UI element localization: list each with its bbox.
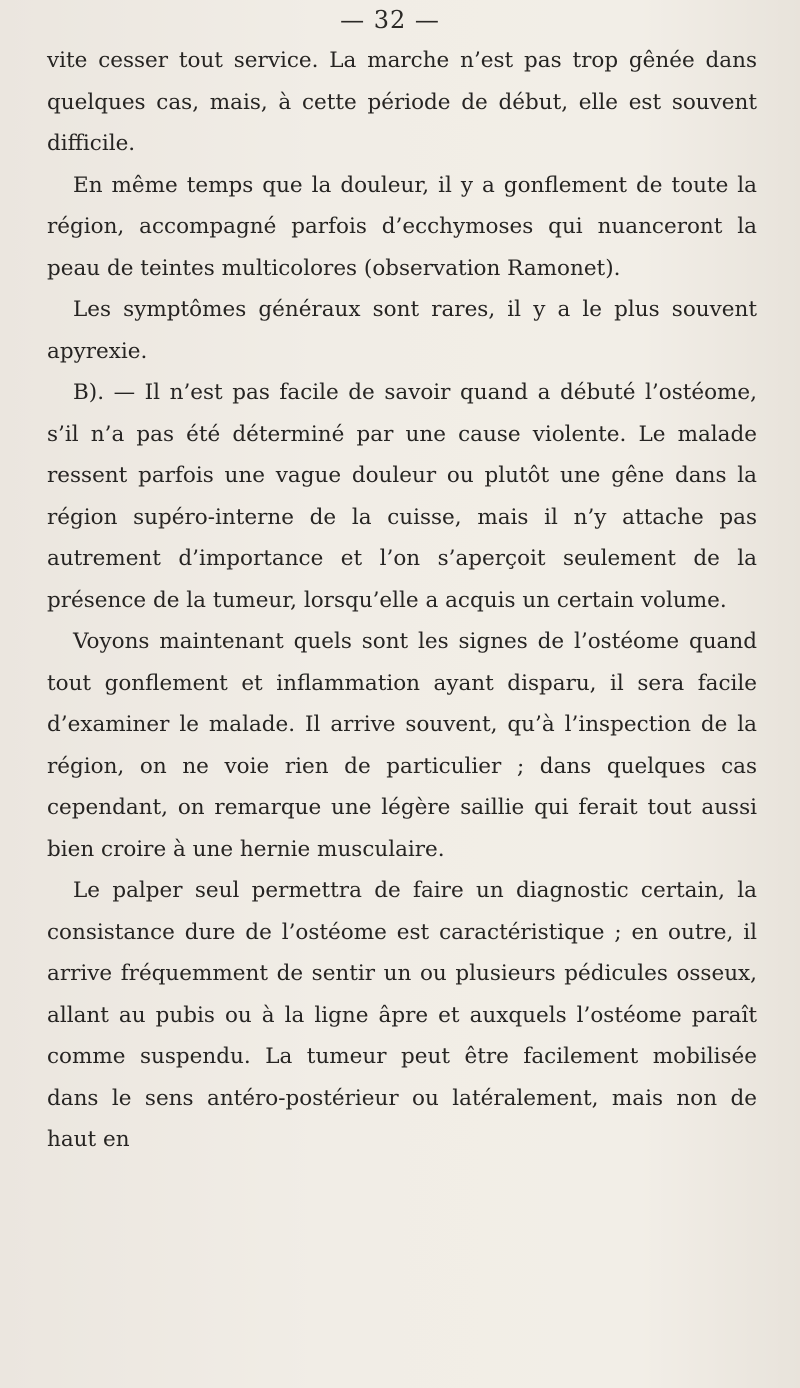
page-number: — 32 — xyxy=(340,6,440,34)
paragraph-3: Les symptômes généraux sont rares, il y a le plus souvent apyrexie. xyxy=(47,297,757,364)
paragraph-6: Le palper seul permettra de faire un diagnostic certain, la consistance dure de l’ostéome est caractéristique ; en outre, il arrive fréquemment de sentir un ou plusieurs pédicules osseux, allant au pubis ou à la ligne âpre et auxquels l’ostéome paraît comme suspendu. La tumeur peut être facilement mobilisée dans le sens antéro-postérieur ou latéralement, mais non de haut en xyxy=(47,878,757,1152)
paragraph-1: vite cesser tout service. La marche n’est pas trop gênée dans quelques cas, mais, à cette période de début, elle est souvent difficile. xyxy=(47,48,757,156)
body-text xyxy=(47,40,757,1161)
paragraph-2: En même temps que la douleur, il y a gonflement de toute la région, accompagné parfois d’ecchymoses qui nuanceront la peau de teintes multicolores (observation Ramonet). xyxy=(47,172,757,281)
paragraph-4: B). — Il n’est pas facile de savoir quand a débuté l’ostéome, s’il n’a pas été déterminé par une cause violente. Le malade ressent parfois une vague douleur ou plutôt une gêne dans la région supéro-interne de la cuisse, mais il n’y attache pas autrement d’importance et l’on s’aperçoit seulement de la présence de la tumeur, lorsqu’elle a acquis un certain volume. xyxy=(47,380,757,613)
paragraph-5: Voyons maintenant quels sont les signes de l’ostéome quand tout gonflement et inflammation ayant disparu, il sera facile d’examiner le malade. Il arrive souvent, qu’à l’inspection de la région, on ne voie rien de particulier ; dans quelques cas cependant, on remarque une légère saillie qui ferait tout aussi bien croire à une hernie musculaire. xyxy=(47,629,757,862)
